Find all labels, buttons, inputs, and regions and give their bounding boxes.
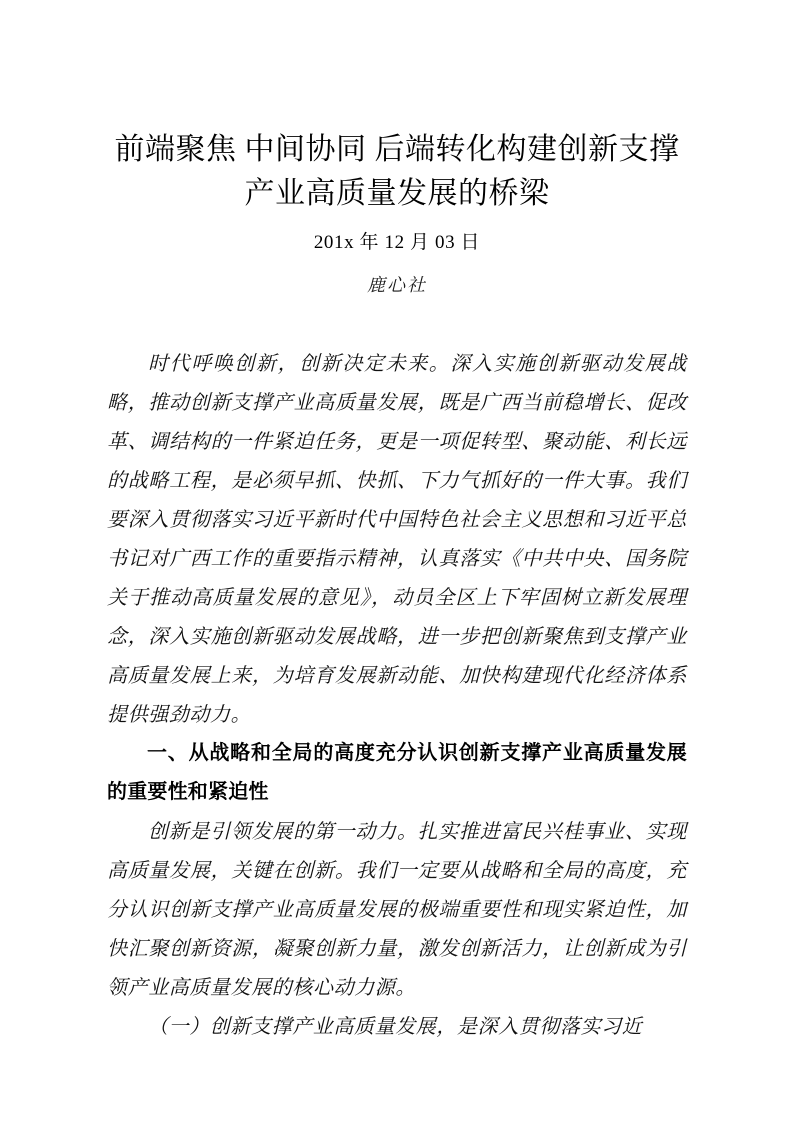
body-paragraph: 创新是引领发展的第一动力。扎实推进富民兴桂事业、实现高质量发展，关键在创新。我们一定要从战略和全局的高度，充分认识创新支撑产业高质量发展的极端重要性和现实紧迫性，加快汇聚创新资源，凝聚创新力量，激发创新活力，让创新成为引领产业高质量发展的核心动力源。 [107, 819, 687, 999]
document-author: 鹿心社 [367, 275, 427, 296]
page-content [107, 0, 687, 1046]
section-heading: 一、从战略和全局的高度充分认识创新支撑产业高质量发展的重要性和紧迫性 [107, 742, 687, 803]
page-title: 前端聚焦 中间协同 后端转化构建创新支撑产业高质量发展的桥梁 [114, 133, 680, 210]
body-paragraph: 时代呼唤创新，创新决定未来。深入实施创新驱动发展战略，推动创新支撑产业高质量发展，既是广西当前稳增长、促改革、调结构的一件紧迫任务，更是一项促转型、聚动能、利长远的战略工程，是必须早抓、快抓、下力气抓好的一件大事。我们要深入贯彻落实习近平新时代中国特色社会主义思想和习近平总书记对广西工作的重要指示精神，认真落实《中共中央、国务院关于推动高质量发展的意见》，动员全区上下牢固树立新发展理念，深入实施创新驱动发展战略，进一步把创新聚焦到支撑产业高质量发展上来，为培育发展新动能、加快构建现代化经济体系提供强劲动力。 [107, 351, 687, 726]
document-body [107, 300, 687, 1046]
document-date: 201x 年 12 月 03 日 [313, 232, 481, 253]
body-paragraph: （一）创新支撑产业高质量发展，是深入贯彻落实习近 [148, 1014, 643, 1038]
